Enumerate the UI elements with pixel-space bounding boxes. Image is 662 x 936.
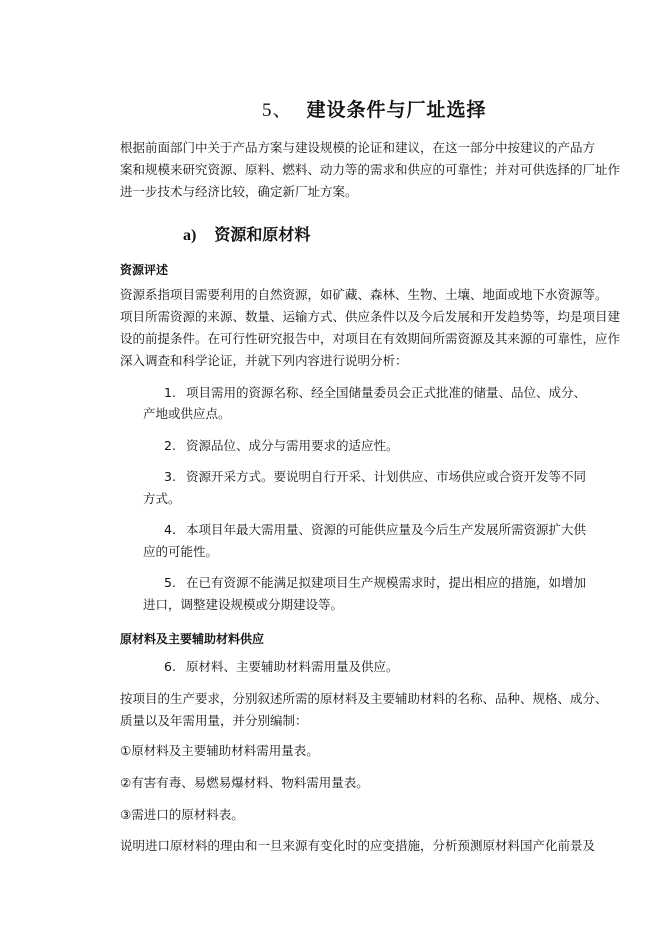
list-item (164, 656, 399, 678)
intro-paragraph (120, 137, 620, 203)
materials-label: 原材料及主要辅助材料供应 (120, 632, 265, 646)
intro-line: 案和规模来研究资源、原料、燃料、动力等的需求和供应的可靠性；并对可供选择的厂址作 (120, 162, 621, 177)
resources-line: 深入调查和科学论证，并就下列内容进行说明分析： (120, 353, 408, 368)
list-item (164, 382, 586, 404)
list-item-continued: 方式。 (143, 491, 181, 506)
list-item-number: 4. (164, 522, 176, 537)
resources-label: 资源评述 (120, 263, 169, 277)
closing-line: 说明进口原材料的理由和一旦来源有变化时的应变措施，分析预测原材料国产化前景及 (120, 838, 596, 853)
list-item-text: 本项目年最大需用量、资源的可能供应量及今后生产发展所需资源扩大供 (186, 522, 587, 537)
resources-line: 项目所需资源的来源、数量、运输方式、供应条件以及今后发展和开发趋势等，均是项目建 (120, 309, 621, 324)
table-list-item: ③需进口的原材料表。 (120, 807, 244, 822)
list-item (164, 466, 586, 488)
list-item-continued: 产地或供应点。 (143, 406, 231, 421)
materials-line: 质量以及年需用量，并分别编制： (120, 713, 308, 728)
list-item-text: 在已有资源不能满足拟建项目生产规模需求时，提出相应的措施，如增加 (186, 575, 587, 590)
list-item-number: 6. (164, 659, 176, 674)
subsection-title: 资源和原材料 (214, 225, 311, 244)
table-list-item: ①原材料及主要辅助材料需用量表。 (120, 743, 319, 758)
list-item-number: 2. (164, 438, 176, 453)
resources-line: 设的前提条件。在可行性研究报告中，对项目在有效期间所需资源及其来源的可靠性，应作 (120, 331, 621, 346)
list-item (164, 572, 586, 594)
list-item-number: 3. (164, 469, 176, 484)
list-item-text: 资源品位、成分与需用要求的适应性。 (186, 438, 399, 453)
resources-line: 资源系指项目需要利用的自然资源，如矿藏、森林、生物、土壤、地面或地下水资源等。 (120, 287, 608, 302)
section-title (262, 95, 487, 122)
list-item-number: 1. (164, 385, 176, 400)
list-item-text: 资源开采方式。要说明自行开采、计划供应、市场供应或合资开发等不同 (186, 469, 587, 484)
list-item-text: 项目需用的资源名称、经全国储量委员会正式批准的储量、品位、成分、 (186, 385, 587, 400)
materials-line: 按项目的生产要求，分别叙述所需的原材料及主要辅助材料的名称、品种、规格、成分、 (120, 691, 608, 706)
materials-paragraph (120, 688, 608, 732)
list-item (164, 519, 586, 541)
section-number: 5、 (262, 100, 293, 121)
list-item (164, 435, 399, 457)
list-item-continued: 进口，调整建设规模或分期建设等。 (143, 597, 344, 612)
intro-line: 进一步技术与经济比较，确定新厂址方案。 (120, 184, 358, 199)
list-item-number: 5. (164, 575, 176, 590)
section-title-text: 建设条件与厂址选择 (306, 99, 487, 121)
intro-line: 根据前面部门中关于产品方案与建设规模的论证和建议，在这一部分中按建议的产品方 (120, 140, 596, 155)
resources-paragraph (120, 284, 620, 372)
table-list-item: ②有害有毒、易燃易爆材料、物料需用量表。 (120, 775, 369, 790)
subsection-letter: a) (183, 227, 197, 244)
subsection-heading (183, 222, 310, 245)
list-item-text: 原材料、主要辅助材料需用量及供应。 (186, 659, 399, 674)
list-item-continued: 应的可能性。 (143, 544, 219, 559)
